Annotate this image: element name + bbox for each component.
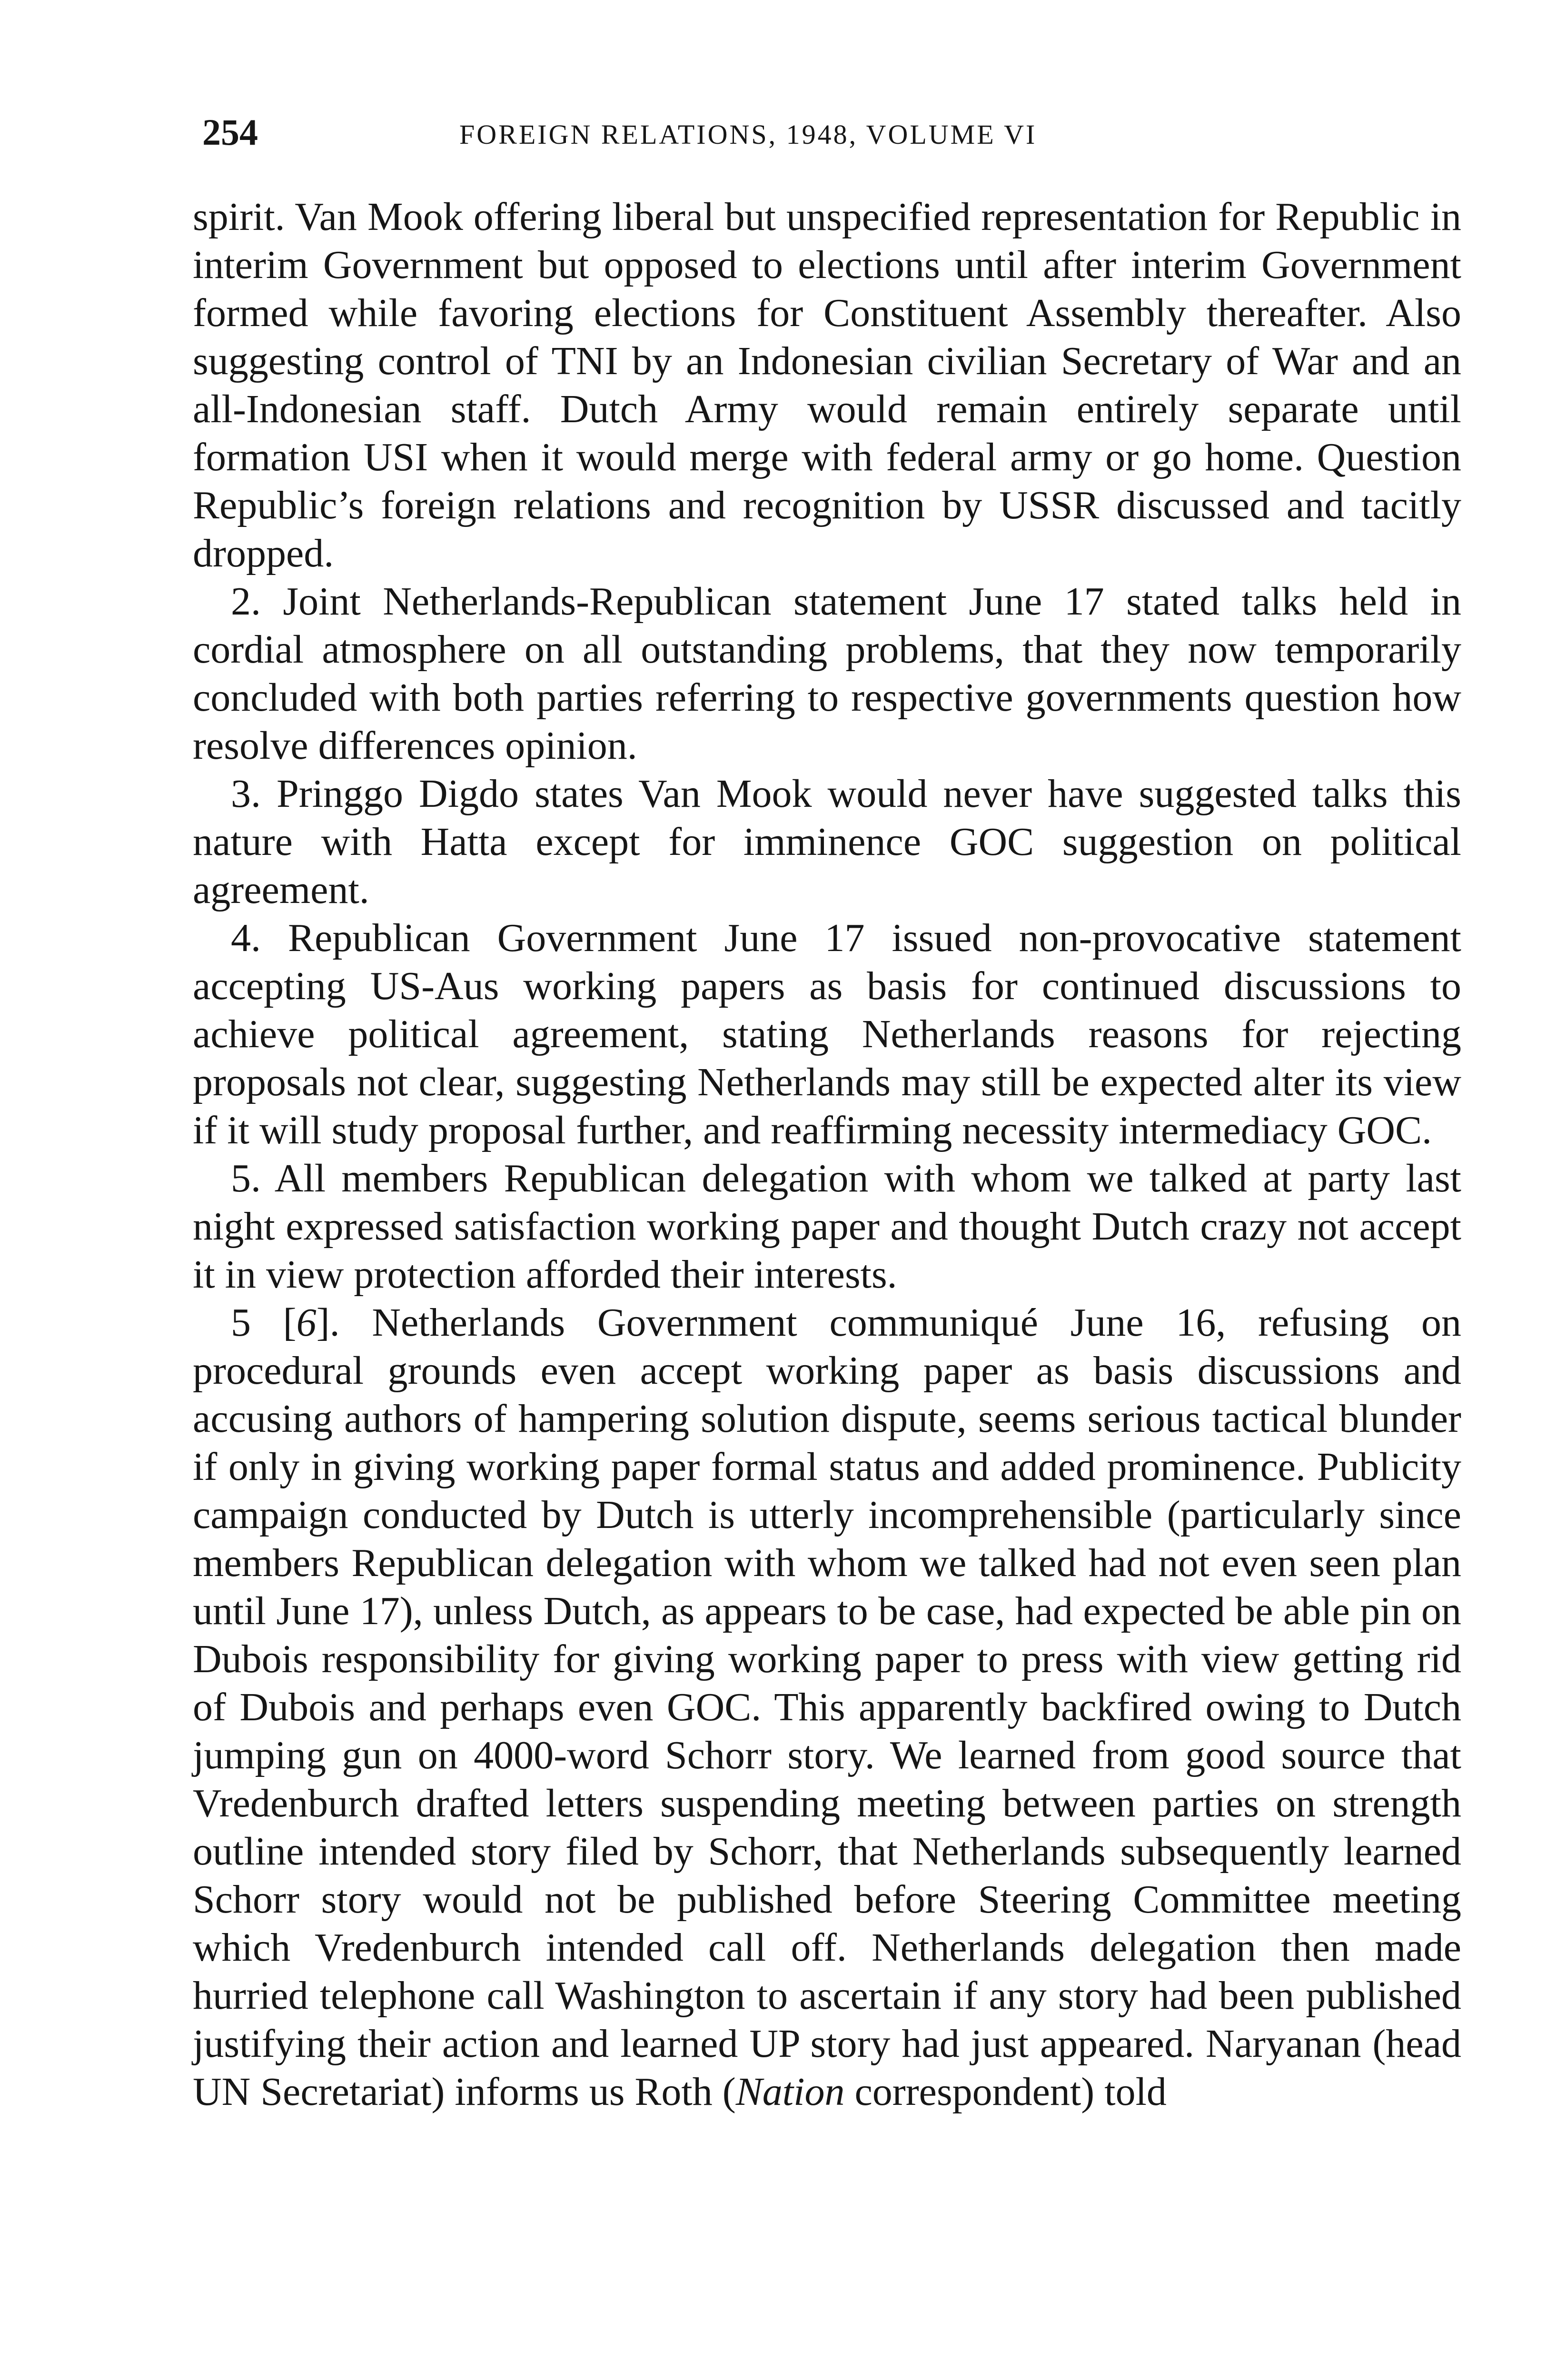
paragraph-6-text: . Netherlands Government communiqué June 16, refusing on procedural grounds even accept working paper as basis discussions and accusing authors of hampering solution dispute, seems serious tactical blunder if only in giving working paper formal status and added prominence. Publicity campaign conducted by Dutch is utterly incomprehensible (particularly since members Republican delegation with whom we talked had not even seen plan until June 17), unless Dutch, as appears to be case, had expected be able pin on Dubois responsibility for giving working paper to press with view getting rid of Dubois and perhaps even GOC. This apparently backfired owing to Dutch jumping gun on 4000-word Schorr story. We learned from good source that Vredenburch drafted letters suspending meeting between parties on strength outline intended story filed by Schorr, that Netherlands subsequently learned Schorr story would not be published before Steering Committee meeting which Vredenburch intended call off. Netherlands delegation then made hurried telephone call Washington to ascertain if any story had been published justifying their action and learned UP story had just appeared. Naryanan (head UN Secretariat) informs us Roth ( (193, 1300, 1461, 2114)
paragraph-6-number: 5 (231, 1300, 251, 1345)
paragraph-6-correction: 6 (296, 1300, 317, 1345)
paragraph-5: 5. All members Republican delegation with whom we talked at party last night expressed satisfaction working paper and thought Dutch crazy not accept it in view protection afforded their interests. (193, 1156, 1461, 1297)
paragraph-6-bracket-open: [ (251, 1300, 297, 1345)
paragraph-6 (193, 1299, 1461, 2116)
paragraph-continuation: spirit. Van Mook offering liberal but unspecified representation for Republic in interim Government but opposed to elections until after interim Government formed while favoring elections for Constituent Assembly thereafter. Also suggesting control of TNI by an Indonesian civilian Secretary of War and an all-Indonesian staff. Dutch Army would remain entirely separate until formation USI when it would merge with federal army or go home. Question Republic’s foreign relations and recognition by USSR discussed and tacitly dropped. (193, 195, 1461, 575)
body-text (193, 193, 1461, 2116)
page-number: 254 (202, 111, 258, 153)
paragraph-3: 3. Pringgo Digdo states Van Mook would never have suggested talks this nature with Hatta except for imminence GOC suggestion on political agreement. (193, 772, 1461, 912)
running-head (202, 109, 1461, 156)
paragraph-6-text-end: correspondent) told (844, 2070, 1167, 2114)
paragraph-4: 4. Republican Government June 17 issued non-provocative statement accepting US-Aus working papers as basis for continued discussions to achieve political agreement, stating Netherlands reasons for rejecting proposals not clear, suggesting Netherlands may still be expected alter its view if it will study proposal further, and reaffirming necessity intermediacy GOC. (193, 916, 1461, 1152)
running-title: FOREIGN RELATIONS, 1948, VOLUME VI (459, 119, 1037, 150)
paragraph-6-italic-nation: Nation (735, 2070, 845, 2114)
paragraph-6-bracket-close: ] (316, 1300, 330, 1345)
paragraph-2: 2. Joint Netherlands-Republican statement June 17 stated talks held in cordial atmosphere on all outstanding problems, that they now temporarily concluded with both parties referring to respective governments question how resolve differences opinion. (193, 579, 1461, 768)
